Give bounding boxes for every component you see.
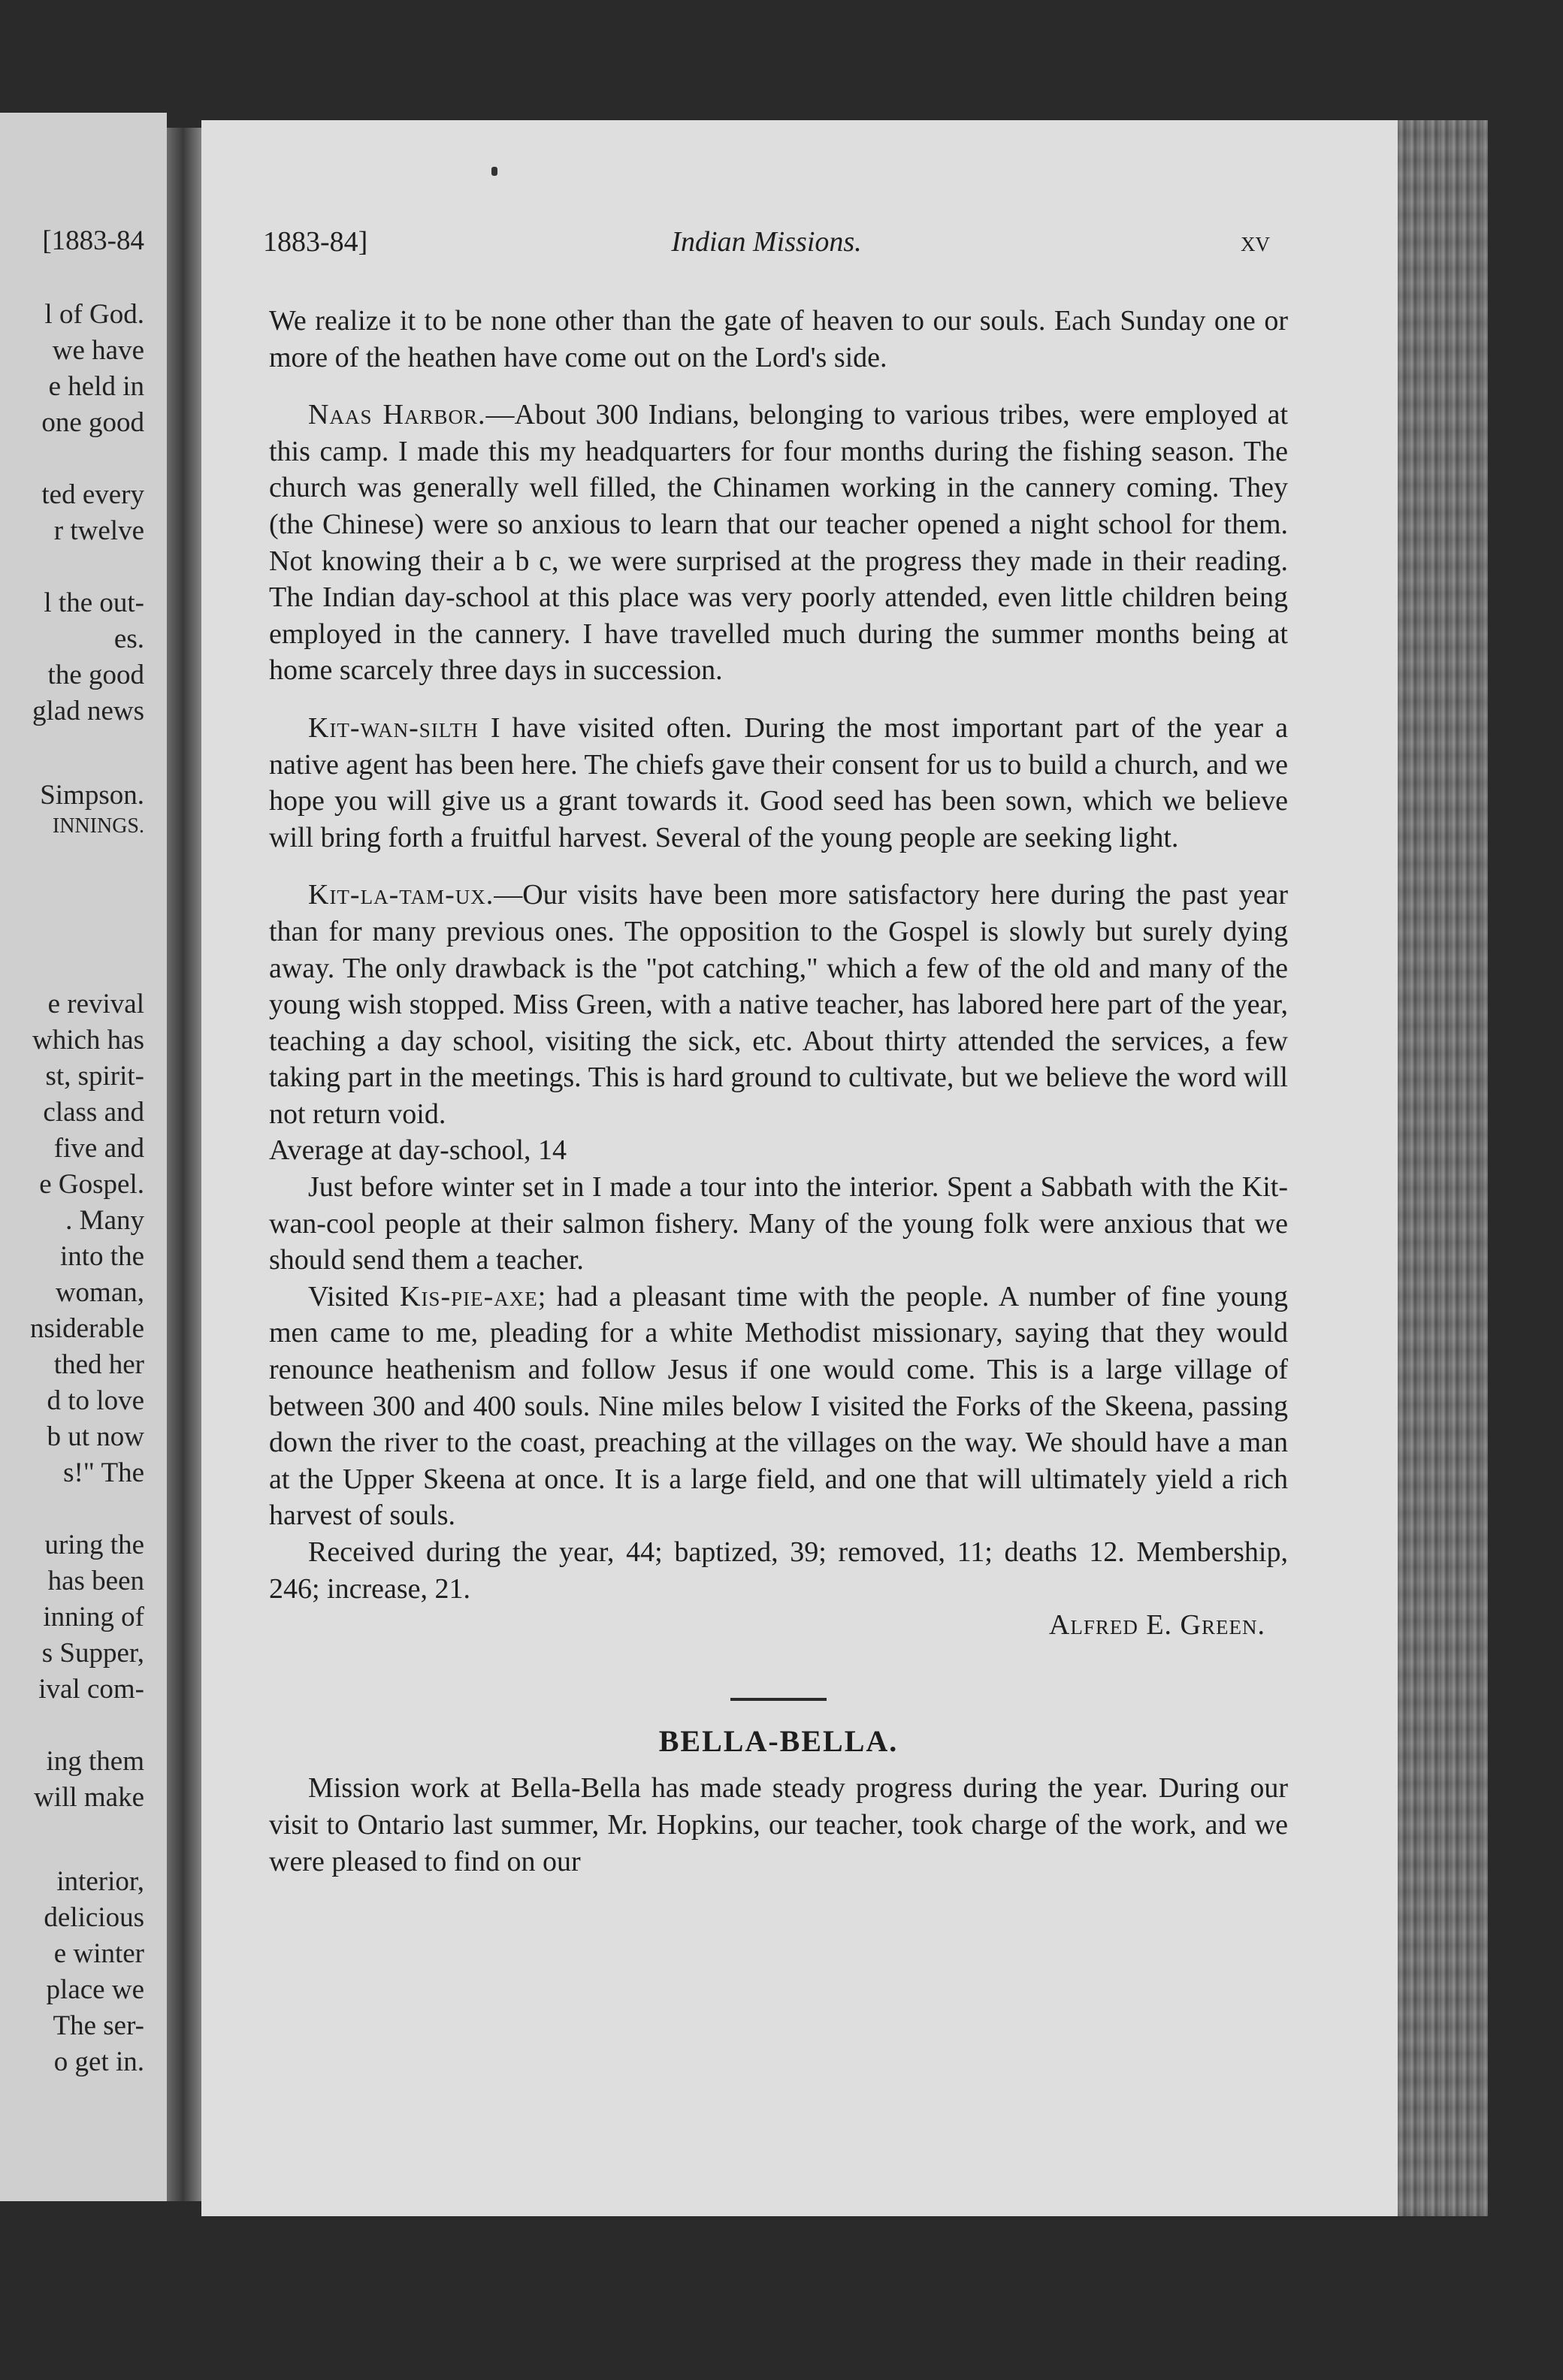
section-divider xyxy=(730,1698,827,1701)
facing-page-line: es. xyxy=(113,624,144,654)
facing-page-line: d to love xyxy=(47,1385,144,1416)
facing-page-line: e revival xyxy=(47,989,144,1019)
facing-page-line: r twelve xyxy=(53,515,144,546)
ink-mark xyxy=(491,167,497,176)
paragraph-kit-wan-silth xyxy=(269,710,1288,856)
paragraph-bella-bella xyxy=(269,1770,1288,1880)
facing-page-line: delicious xyxy=(44,1902,144,1933)
facing-page-line: we have xyxy=(52,335,144,366)
facing-page-line: which has xyxy=(32,1025,144,1056)
paragraph-text: I have visited often. During the most important part of the year a native agent has been here. The chiefs gave their consent for us to build a church, and we hope you will give us a grant towards it. Good seed has been sown, which we believe will bring forth a fruitful harvest. Several of the young people are seeking light. xyxy=(269,711,1288,853)
facing-page-line: inning of xyxy=(43,1602,144,1632)
facing-page-line: ing them xyxy=(46,1746,144,1777)
place-name: Kit-wan-silth xyxy=(308,711,479,744)
facing-page-line: place we xyxy=(46,1974,144,2005)
paragraph-kis-pie-axe xyxy=(269,1279,1288,1534)
paragraph-text: We realize it to be none other than the gate of heaven to our souls. Each Sunday one or more of the heathen have come out on the Lord's side. xyxy=(269,305,1288,373)
paragraph-text: ; had a pleasant time with the people. A number of fine young men came to me, pleading for a white Methodist missionary, saying that they would renounce heathenism and follow Jesus if one would come. This is a large village of between 300 and 400 souls. Nine miles below I visited the Forks of the Skeena, passing down the river to the coast, preaching at the villages on the way. We should have a man at the Upper Skeena at once. It is a large field, and one that will ultimately yield a rich harvest of souls. xyxy=(269,1280,1288,1532)
facing-page-line: one good xyxy=(41,407,144,438)
facing-page-line: uring the xyxy=(44,1530,144,1560)
paragraph-text: Just before winter set in I made a tour into the interior. Spent a Sabbath with the Kit-wan-cool people at their salmon fishery. Many of the young folk were anxious that we should send them a teacher. xyxy=(269,1171,1288,1276)
book-gutter xyxy=(167,128,203,2201)
facing-page-line: the good xyxy=(47,660,144,690)
place-name: Naas Harbor. xyxy=(308,399,486,431)
header-years: 1883-84] xyxy=(263,226,368,258)
paragraph-naas-harbor xyxy=(269,397,1288,689)
facing-page-line: s Supper, xyxy=(41,1638,144,1669)
paragraph-text: Visited xyxy=(308,1280,400,1312)
facing-page-line: e Gospel. xyxy=(39,1169,144,1200)
place-name: Kit-la-tam-ux. xyxy=(308,879,494,911)
facing-page-line: st, spirit- xyxy=(45,1061,144,1092)
paragraph-text: Mission work at Bella-Bella has made steady progress during the year. During our visit to Ontario last summer, Mr. Hopkins, our teacher, took charge of the work, and we were pleased to find on our xyxy=(269,1772,1288,1877)
paragraph-text: —Our visits have been more satisfactory here during the past year than for many previous ones. The opposition to the Gospel is slowly but surely dying away. The only drawback is the "pot catching," which a few of the old and many of the young wish stopped. Miss Green, with a native teacher, has labored here part of the year, teaching a day school, visiting the sick, etc. About thirty attended the services, a few taking part in the meetings. This is hard ground to cultivate, but we believe the word will not return void. xyxy=(269,879,1288,1130)
running-header xyxy=(263,225,1270,263)
attendance-line xyxy=(269,1132,1288,1169)
facing-page-line: woman, xyxy=(55,1277,144,1308)
facing-page-line: l the out- xyxy=(44,587,144,618)
facing-page-line: Simpson. xyxy=(40,780,144,811)
facing-page xyxy=(0,113,167,2201)
facing-page-line: . Many xyxy=(65,1205,144,1236)
facing-page-line: [1883-84 xyxy=(42,225,144,256)
paragraph-kit-la-tam-ux xyxy=(269,877,1288,1132)
facing-page-line: glad news xyxy=(32,696,144,726)
header-title: Indian Missions. xyxy=(671,226,862,258)
facing-page-line: into the xyxy=(59,1241,144,1272)
paragraph-interior-tour xyxy=(269,1169,1288,1279)
paragraph xyxy=(269,303,1288,376)
facing-page-line: ted every xyxy=(41,479,144,510)
attendance-text: Average at day-school, 14 xyxy=(269,1134,567,1167)
facing-page-line: has been xyxy=(47,1566,144,1596)
place-name: Kis-pie-axe xyxy=(400,1280,538,1312)
main-text xyxy=(269,303,1288,1880)
facing-page-line: INNINGS. xyxy=(52,814,144,838)
facing-page-line: nsiderable xyxy=(29,1313,144,1344)
page-number: xv xyxy=(1241,226,1270,258)
facing-page-line: o get in. xyxy=(53,2046,144,2077)
facing-page-line: interior, xyxy=(56,1866,144,1897)
facing-page-line: The ser- xyxy=(53,2010,144,2041)
facing-page-line: ival com- xyxy=(38,1674,144,1705)
facing-page-line: five and xyxy=(53,1133,144,1164)
facing-page-line: l of God. xyxy=(44,299,144,330)
facing-page-line: class and xyxy=(43,1097,144,1128)
facing-page-line: s!" The xyxy=(63,1457,144,1488)
facing-page-line: e held in xyxy=(48,371,144,402)
signature: Alfred E. Green. xyxy=(1048,1609,1265,1642)
paragraph-statistics xyxy=(269,1534,1288,1607)
facing-page-line: thed her xyxy=(53,1349,144,1380)
page-edges xyxy=(1398,120,1488,2216)
paragraph-text: Received during the year, 44; baptized, 39; removed, 11; deaths 12. Membership, 246; increase, 21. xyxy=(269,1536,1288,1605)
paragraph-text: —About 300 Indians, belonging to various tribes, were employed at this camp. I made this my headquarters for four months during the fishing season. The church was generally well filled, the Chinamen working in the cannery coming. They (the Chinese) were so anxious to learn that our teacher opened a night school for them. Not knowing their a b c, we were surprised at the progress they made in their reading. The Indian day-school at this place was very poorly attended, even little children being employed in the cannery. I have travelled much during the summer months being at home scarcely three days in succession. xyxy=(269,399,1288,687)
facing-page-line: e winter xyxy=(53,1938,144,1969)
facing-page-line: b ut now xyxy=(47,1421,144,1452)
section-title: BELLA-BELLA. xyxy=(658,1723,899,1758)
facing-page-line: will make xyxy=(34,1782,144,1813)
